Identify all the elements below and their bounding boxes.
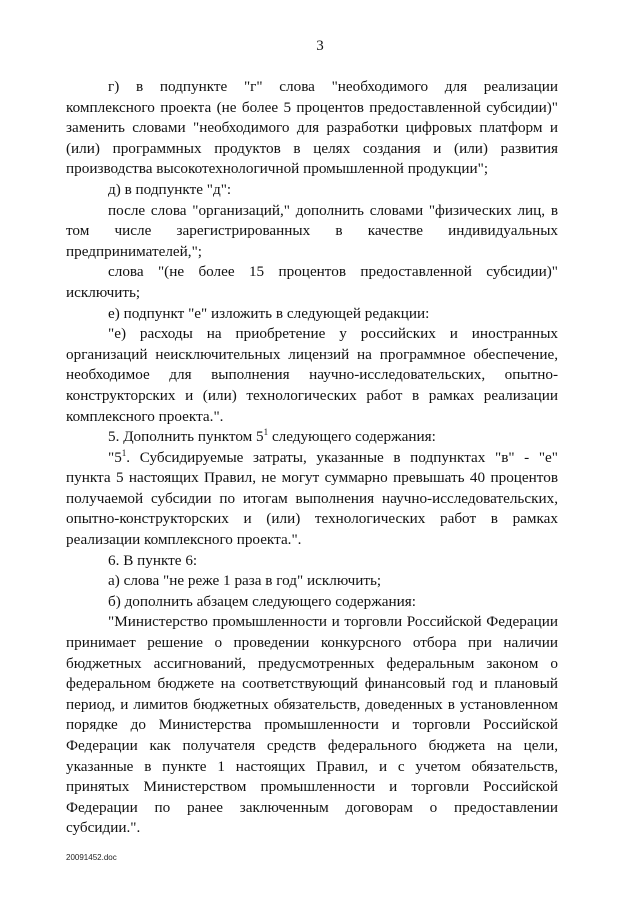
paragraph-point-5-1 [66,448,558,551]
point-5-pre: 5. Дополнить пунктом 5 [108,428,264,446]
point-5-post: следующего содержания: [268,428,436,446]
point-5-sup: 1 [263,427,269,438]
footer-filename: 20091452.doc [66,853,117,862]
page-number: 3 [316,38,324,54]
paragraph-item-e-new-text: "е) расходы на приобретение у российских и иностранных организаций неисключительных лицензий на программное обеспечение, необходимое для выполнения научно-исследовательских, опытно-конструкторских и (или) технологических работ в рамках реализации комплексного проекта.". [66,325,558,425]
paragraph-point-6: 6. В пункте 6: [108,551,198,569]
point-5-1-post: . Субсидируемые затраты, указанные в подпунктах "в" - "е" пункта 5 настоящих Правил, не могут суммарно превышать 40 процентов получаемой субсидии по итогам выполнения научно-исследовательских, опытно-конструкторских и (или) технологических работ в рамках реализации комплексного проекта.". [66,448,558,549]
paragraph-point-5 [66,427,558,448]
paragraph-words-excluded: слова "(не более 15 процентов предоставленной субсидии)" исключить; [66,263,558,301]
paragraph-item-b: б) дополнить абзацем следующего содержания: [108,592,416,610]
paragraph-item-d: д) в подпункте "д": [108,180,232,198]
paragraph-item-e: е) подпункт "е" изложить в следующей редакции: [108,304,430,322]
paragraph-after-organizations: после слова "организаций," дополнить словами "физических лиц, в том числе зарегистрированных в качестве индивидуальных предпринимателей,"; [66,201,558,260]
paragraph-item-a: а) слова "не реже 1 раза в год" исключить; [108,572,382,590]
point-5-1-sup: 1 [121,447,127,458]
paragraph-item-g: г) в подпункте "г" слова "необходимого для реализации комплексного проекта (не более 5 процентов предоставленной субсидии)" заменить словами "необходимого для разработки цифровых платформ и (или) программных продуктов в целях создания и (или) развития производства высокотехнологичной промышленной продукции"; [66,78,558,178]
point-5-1-pre: "5 [108,448,122,466]
document-body [66,77,558,839]
paragraph-ministry-decision: "Министерство промышленности и торговли Российской Федерации принимает решение о проведении конкурсного отбора при наличии бюджетных ассигнований, предусмотренных федеральным законом о федеральном бюджете на соответствующий финансовый год и плановый период, и лимитов бюджетных обязательств, доведенных в установленном порядке до Министерства промышленности и торговли Российской Федерации как получателя средств федерального бюджета на цели, указанные в пункте 1 настоящих Правил, и с учетом обязательств, принятых Министерством промышленности и торговли Российской Федерации по ранее заключенным договорам о предоставлении субсидии.". [66,613,558,837]
